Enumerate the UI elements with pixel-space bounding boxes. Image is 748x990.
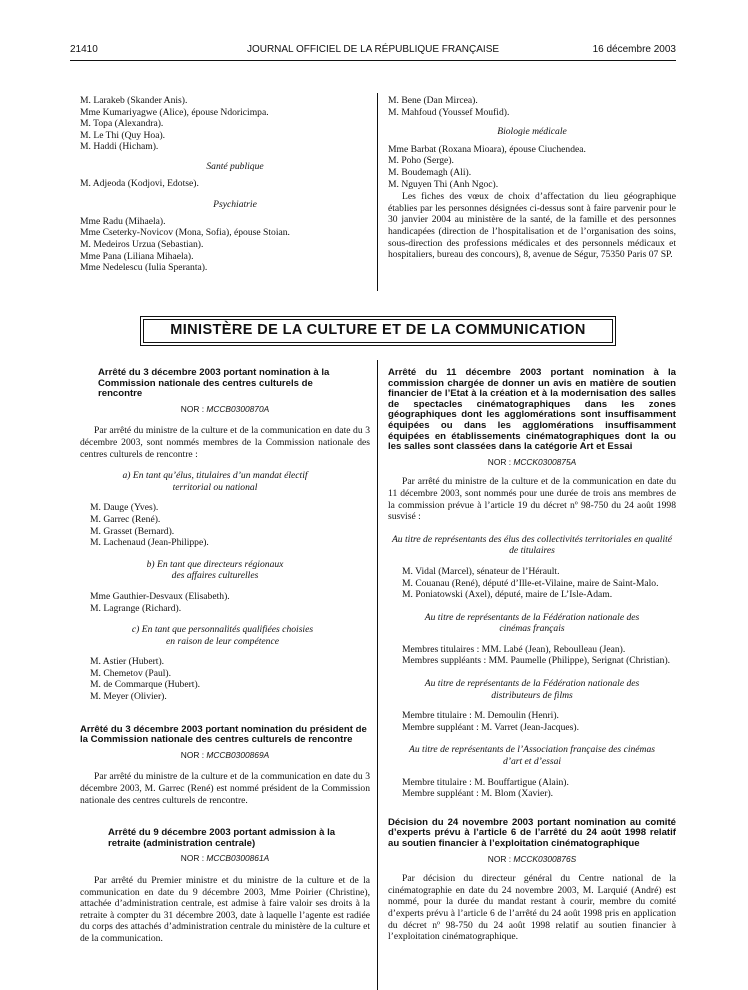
subsection-heading: b) En tant que directeurs régionaux des affaires culturelles [146,558,284,582]
list-item: M. Garrec (René). [90,513,161,525]
list-item: Membre suppléant : M. Blom (Xavier). [402,788,554,800]
subsection-heading: c) En tant que personnalités qualifiées choisies en raison de leur compétence [131,624,314,647]
banner-inner-border [143,319,613,343]
name-list [80,656,370,702]
top-left-column [80,95,370,274]
nor-reference [80,750,370,762]
list-item: Mme Radu (Mihaela). [80,215,166,227]
issue-date: 16 décembre 2003 [592,44,676,55]
list-item: M. Lagrange (Richard). [90,602,182,614]
right-column [388,368,676,943]
list-item: M. Boudemagh (Ali). [388,166,472,178]
list-item: M. Bene (Dan Mircea). [388,95,478,106]
decree-text: Par arrêté du ministre de la culture et de la communication en date du 3 décembre 2003, sont nommés membres de la Commission nationale des centres culturels de rencontre : [80,425,370,460]
decree-title: Arrêté du 11 décembre 2003 portant nomination à la commission chargée de donner un avis en matière de soutien financier de l’Etat à la création et à la modernisation des salles de spectacles cinématographiques dans les zones géographiques dont les agglomérations sont insuffisamment équipées ou dans les agglomérations insuffisamment équipées en établissements cinématographiques dont la ou les salles sont classées dans la catégorie Art et Essai [388,367,676,453]
nor-reference [388,457,676,469]
left-column [80,368,370,945]
nor-code: MCCB0300861A [206,853,270,864]
name-list [388,95,676,118]
list-item: Membre titulaire : M. Bouffartigue (Alain). [402,776,569,788]
subsection-heading: a) En tant qu’élus, titulaires d’un mandat électif territorial ou national [122,470,308,493]
list-item: Mme Cseterky-Novicov (Mona, Sofia), épouse Stoian. [80,227,290,239]
member-list [388,566,676,601]
list-item: M. Vidal (Marcel), sénateur de l’Hérault. [402,565,560,577]
list-item: M. Chemetov (Paul). [90,667,172,679]
name-list [80,502,370,548]
list-item: M. Adjeoda (Kodjovi, Edotse). [80,177,199,189]
ministry-title: MINISTÈRE DE LA CULTURE ET DE LA COMMUNICATION [170,322,586,339]
list-item: M. Medeiros Urzua (Sebastian). [80,238,204,250]
subsection-heading: Au titre de représentants de la Fédération nationale des distributeurs de films [424,678,640,701]
list-item: Mme Barbat (Roxana Mioara), épouse Ciuchendea. [388,143,586,155]
list-item: M. Dauge (Yves). [90,502,159,514]
list-item: Membres titulaires : MM. Labé (Jean), Reboulleau (Jean). [402,643,626,655]
member-list [388,710,676,733]
nor-code: MCCB0300869A [206,749,270,760]
list-item: Mme Gauthier-Desvaux (Elisabeth). [90,590,230,602]
list-item: Membre suppléant : M. Varret (Jean-Jacques). [402,721,579,733]
nor-reference [80,404,370,416]
subsection-heading: Au titre de représentants des élus des collectivités territoriales en qualité de titulaires [391,533,673,557]
decree-title: Arrêté du 3 décembre 2003 portant nomination à la Commission nationale des centres culturels de rencontre [98,367,330,400]
member-list [388,644,676,667]
section-heading: Biologie médicale [497,126,567,138]
nor-reference [388,854,676,866]
journal-title: JOURNAL OFFICIEL DE LA RÉPUBLIQUE FRANÇAISE [246,44,500,55]
list-item: M. Lachenaud (Jean-Philippe). [90,537,209,549]
nor-label: NOR : [487,456,512,467]
list-item: M. Larakeb (Skander Anis). [80,95,188,106]
list-item: M. Astier (Hubert). [90,656,165,668]
list-item: M. Couanau (René), député d’Ille-et-Vilaine, maire de Saint-Malo. [402,577,659,589]
decree-title: Décision du 24 novembre 2003 portant nomination au comité d’experts prévu à l’article 6 de l’arrêté du 24 août 1998 relatif au soutien financier à l’exploitation cinématographique [388,816,676,849]
nor-label: NOR : [180,853,205,864]
name-list [80,591,370,614]
list-item: M. Mahfoud (Youssef Moufid). [388,106,510,118]
member-list [388,777,676,800]
decree-text: Par décision du directeur général du Centre national de la cinématographie en date du 24 novembre 2003, M. Larquié (André) est nommé, pour la durée du mandat restant à courir, membre du comité d’experts prévu à l’article 6 de l’arrêté du 24 août 1998 pris en application du décret nº 98-750 du 24 août 1998 relatif au soutien financier à l’exploitation cinématographique. [388,873,676,943]
subsection-heading: Au titre de représentants de l’Association française des cinémas d’art et d’essai [408,744,656,768]
list-item: Mme Pana (Liliana Mihaela). [80,250,194,262]
list-item: Membre titulaire : M. Demoulin (Henri). [402,710,559,722]
name-list [80,95,370,153]
nor-code: MCCB0300870A [206,403,270,414]
name-list [388,144,676,190]
list-item: M. de Commarque (Hubert). [90,679,201,691]
decree-text: Par arrêté du ministre de la culture et de la communication en date du 3 décembre 2003, M. Garrec (René) est nommé président de la Commission nationale des centres culturels de rencontre. [80,771,370,806]
subsection-heading: Au titre de représentants de la Fédération nationale des cinémas français [424,611,640,635]
list-item: M. Nguyen Thi (Anh Ngoc). [388,178,499,190]
list-item: M. Grasset (Bernard). [90,525,175,537]
decree-title: Arrêté du 9 décembre 2003 portant admission à la retraite (administration centrale) [108,827,336,849]
list-item: M. Haddi (Hicham). [80,141,159,153]
nor-reference [80,853,370,865]
section-heading: Psychiatrie [213,199,257,211]
ministry-banner [140,316,616,346]
list-item: M. Topa (Alexandra). [80,118,164,130]
name-list [80,178,370,190]
decree-title: Arrêté du 3 décembre 2003 portant nomination du président de la Commission nationale des centres culturels de rencontre [80,723,367,746]
nor-label: NOR : [487,853,512,864]
nor-code: MCCK0300876S [513,853,577,864]
list-item: M. Poho (Serge). [388,155,454,167]
section-heading: Santé publique [206,160,264,172]
list-item: M. Meyer (Olivier). [90,691,167,703]
nor-label: NOR : [180,403,205,414]
list-item: M. Le Thi (Quy Hoa). [80,129,166,141]
decree-text: Par arrêté du Premier ministre et du ministre de la culture et de la communication en date du 9 décembre 2003, Mme Poirier (Christine), attachée d’administration centrale, est admise à faire valoir ses droits à la retraite à compter du 31 décembre 2003, date à laquelle l’agente est radiée du corps des attachés d’administration centrale du ministère de la culture et de la communication. [80,875,370,944]
top-right-column [388,95,676,261]
column-divider [377,93,378,291]
page-number: 21410 [70,44,98,55]
list-item: Mme Nedelescu (Iulia Speranta). [80,262,208,274]
assignment-paragraph: Les fiches des vœux de choix d’affectation du lieu géographique établies par les personnes désignées ci-dessus sont à faire parvenir pour le 30 janvier 2004 au ministère de la santé, de la famille et des personnes handicapées (direction de l’hospitalisation et de l’organisation des soins, sous-direction des professions médicales et des personnels médicaux et hospitaliers, bureau des concours), 8, avenue de Ségur, 75350 Paris 07 SP. [388,191,676,261]
nor-label: NOR : [180,749,205,760]
nor-code: MCCK0300875A [513,456,577,467]
decree-text: Par arrêté du ministre de la culture et de la communication en date du 11 décembre 2003, sont nommés pour une durée de trois ans membres de la commission prévue à l’article 19 du décret nº 98-750 du 24 août 1998 susvisé : [388,476,676,523]
list-item: M. Poniatowski (Axel), député, maire de L’Isle-Adam. [402,589,613,601]
header-rule [70,60,676,61]
list-item: Membres suppléants : MM. Paumelle (Philippe), Serignat (Christian). [402,655,671,667]
column-divider [377,360,378,990]
page-header [70,44,676,58]
list-item: Mme Kumariyagwe (Alice), épouse Ndoricimpa. [80,106,269,118]
name-list [80,216,370,274]
